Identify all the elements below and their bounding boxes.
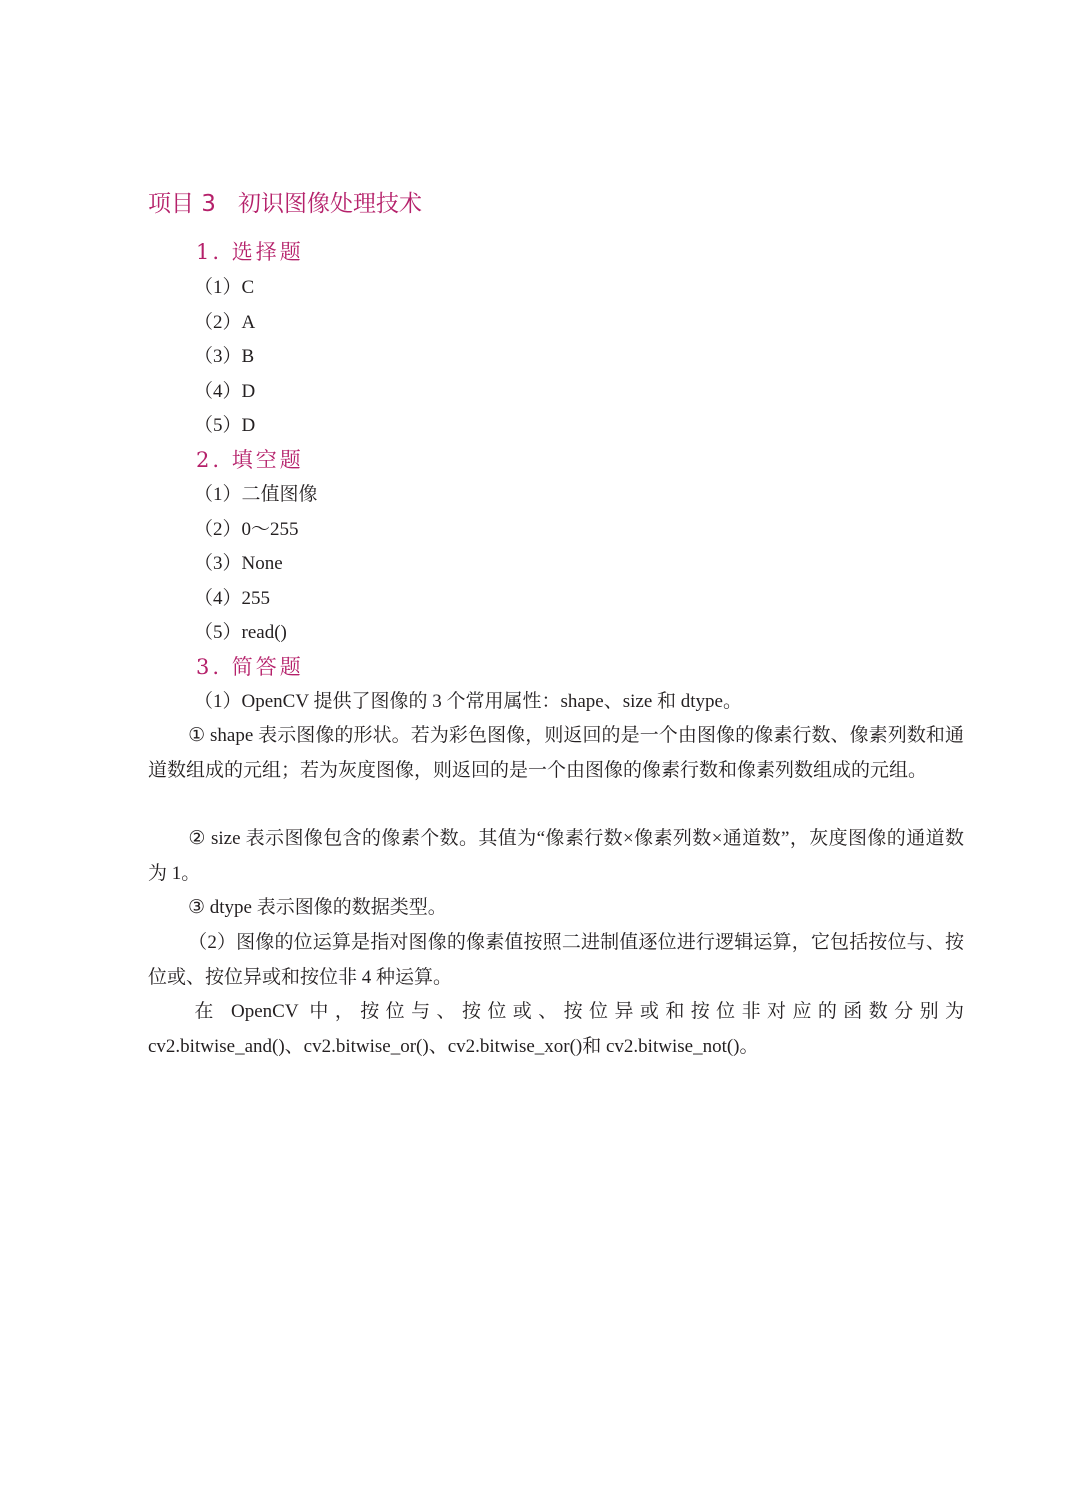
paragraph-size: [148, 822, 964, 891]
project-number: 项目 3: [148, 191, 216, 217]
paragraph-functions-line1-text: 在 OpenCV 中，按位与、按位或、按位异或和按位非对应的函数分别为: [188, 1001, 964, 1022]
answer-item: （3）B: [194, 346, 255, 367]
answer-item: （2）0～255: [194, 519, 299, 540]
answer-item: （5）D: [194, 415, 256, 436]
paragraph-bitwise: [148, 926, 964, 995]
answer-item: （5）read(): [194, 622, 287, 643]
paragraph-functions-line1: [148, 995, 964, 1030]
paragraph-dtype: [148, 891, 964, 926]
answer-item: （3）None: [194, 553, 283, 574]
paragraph-size-text: ② size 表示图像包含的像素个数。其值为“像素行数×像素列数×通道数”，灰度图像的通道数为 1。: [148, 828, 964, 884]
answer-item: （4）D: [194, 381, 256, 402]
paragraph-shape-text: ① shape 表示图像的形状。若为彩色图像，则返回的是一个由图像的像素行数、像素列数和通道数组成的元组；若为灰度图像，则返回的是一个由图像的像素行数和像素列数组成的元组。: [148, 725, 964, 781]
paragraph-functions-line2: cv2.bitwise_and()、cv2.bitwise_or()、cv2.bitwise_xor()和 cv2.bitwise_not()。: [148, 1036, 759, 1057]
section-heading-choice: 1. 选择题: [196, 240, 304, 264]
answer-item: （1）二值图像: [194, 484, 318, 505]
section-heading-fill-blank: 2. 填空题: [196, 448, 304, 472]
answer-item: （1）C: [194, 277, 255, 298]
paragraph-bitwise-text: （2）图像的位运算是指对图像的像素值按照二进制值逐位进行逻辑运算，它包括按位与、按位或、按位异或和按位非 4 种运算。: [148, 932, 964, 988]
short-answer-q1-intro: （1）OpenCV 提供了图像的 3 个常用属性：shape、size 和 dtype。: [194, 691, 742, 712]
answer-item: （4）255: [194, 588, 271, 609]
answer-item: （2）A: [194, 312, 256, 333]
paragraph-shape: [148, 719, 964, 788]
project-title: 初识图像处理技术: [237, 191, 422, 217]
page-title: [148, 188, 422, 220]
paragraph-dtype-text: ③ dtype 表示图像的数据类型。: [188, 897, 447, 918]
section-heading-short-answer: 3. 简答题: [196, 655, 304, 679]
